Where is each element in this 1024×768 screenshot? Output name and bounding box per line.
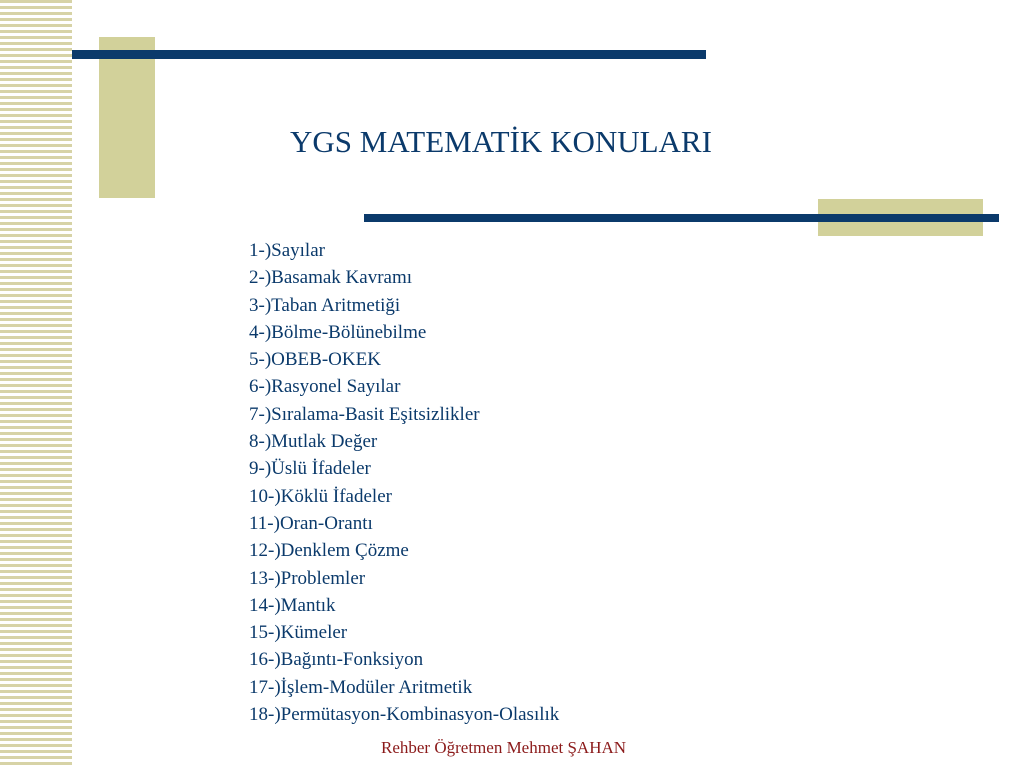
decorative-bar-top (72, 50, 706, 59)
list-item: 9-)Üslü İfadeler (249, 458, 371, 480)
list-item: 10-)Köklü İfadeler (249, 485, 392, 507)
list-item: 4-)Bölme-Bölünebilme (249, 321, 427, 343)
list-item: 17-)İşlem-Modüler Aritmetik (249, 676, 473, 698)
list-item: 6-)Rasyonel Sayılar (249, 376, 401, 398)
list-item: 11-)Oran-Orantı (249, 512, 373, 534)
list-item: 13-)Problemler (249, 567, 366, 589)
list-item: 2-)Basamak Kavramı (249, 267, 413, 289)
topic-list (249, 237, 559, 728)
decorative-block-top (99, 37, 155, 198)
list-item: 12-)Denklem Çözme (249, 540, 409, 562)
list-item: 7-)Sıralama-Basit Eşitsizlikler (249, 403, 480, 425)
slide-title: YGS MATEMATİK KONULARI (290, 124, 712, 159)
list-item: 18-)Permütasyon-Kombinasyon-Olasılık (249, 704, 560, 726)
list-item: 16-)Bağıntı-Fonksiyon (249, 649, 424, 671)
list-item: 15-)Kümeler (249, 622, 348, 644)
list-item: 8-)Mutlak Değer (249, 431, 378, 453)
list-item: 5-)OBEB-OKEK (249, 349, 381, 371)
slide-footer: Rehber Öğretmen Mehmet ŞAHAN (381, 738, 627, 757)
list-item: 3-)Taban Aritmetiği (249, 294, 401, 316)
list-item: 14-)Mantık (249, 594, 336, 616)
decorative-stripes (0, 0, 72, 768)
decorative-bar-right (364, 214, 999, 222)
list-item: 1-)Sayılar (249, 240, 325, 261)
